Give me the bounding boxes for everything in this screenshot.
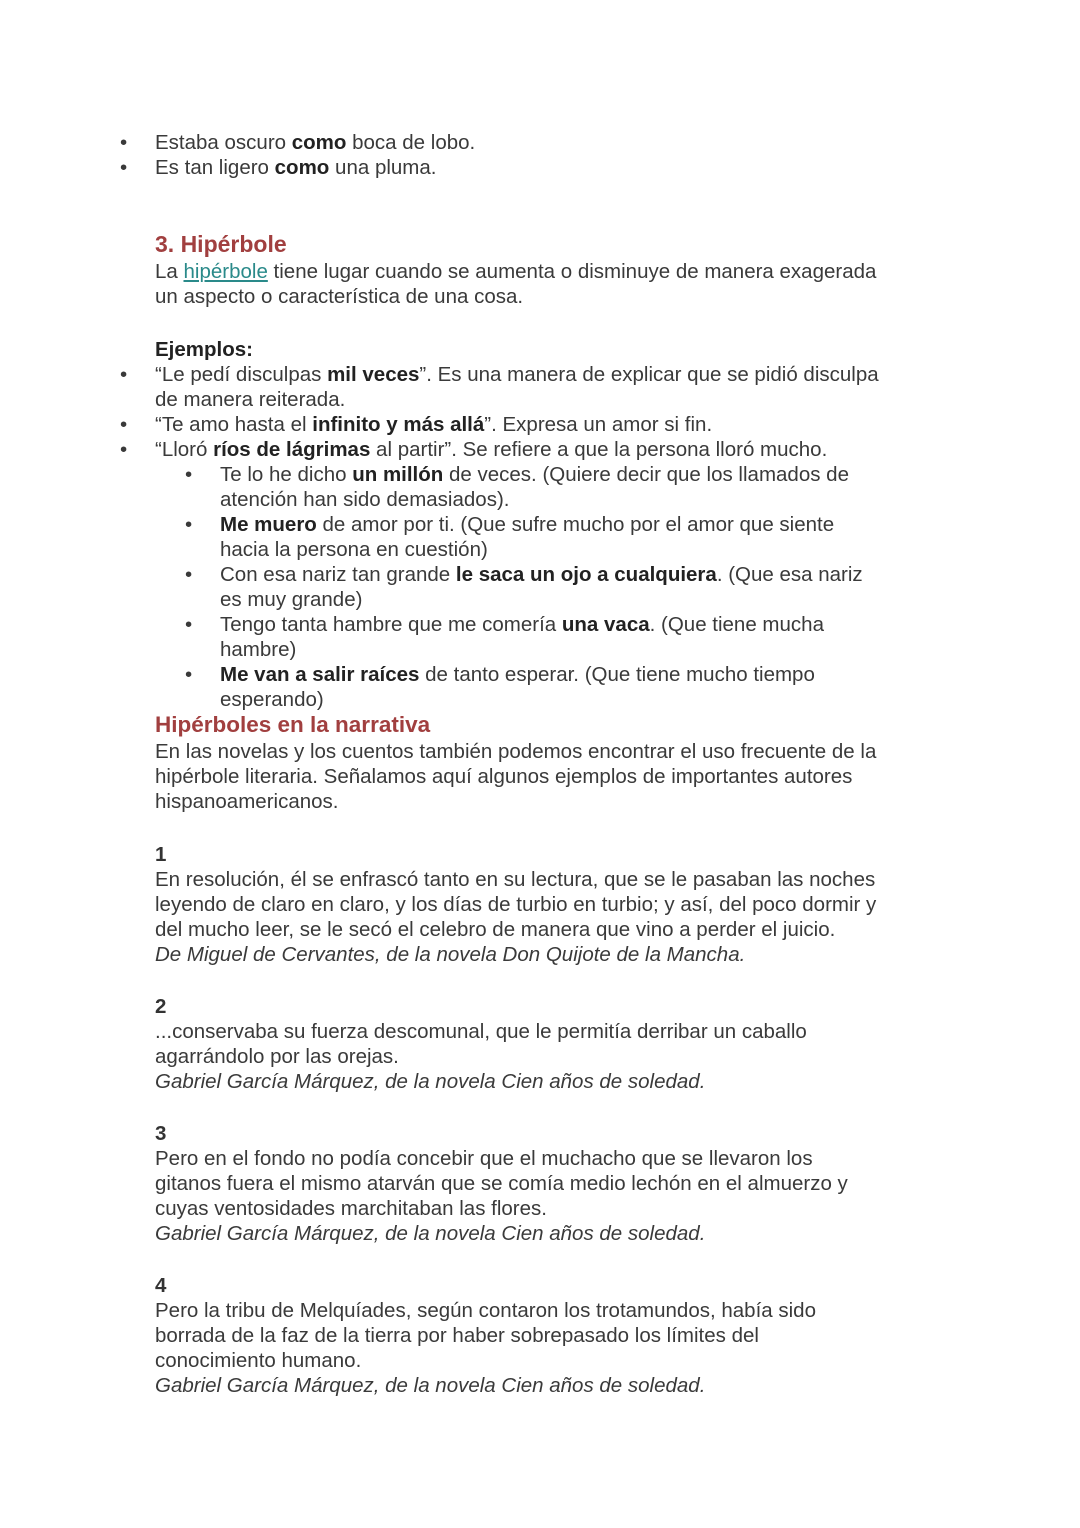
sub-bullet: •: [185, 613, 193, 636]
text: Es tan ligero: [155, 156, 275, 179]
quote-block: 4 Pero la tribu de Melquíades, según contaron los trotamundos, había sido borrada de la faz de la tierra por haber sobrepasado los límites del conocimiento humano. Gabriel García Márquez, de la novela Cien años de soledad.: [155, 1273, 945, 1398]
sub-example-item: Tengo tanta hambre que me comería una vaca. (Que tiene mucha hambre): [220, 613, 824, 661]
text: una pluma.: [329, 156, 437, 179]
bullet: •: [120, 438, 128, 461]
example-item: “Te amo hasta el infinito y más allá”. Expresa un amor si fin.: [155, 413, 713, 436]
bold-text: como: [291, 131, 347, 154]
section-intro: [155, 259, 945, 309]
sub-bullet: •: [185, 513, 193, 536]
text: La: [155, 260, 184, 283]
sub-example-item: Con esa nariz tan grande le saca un ojo a cualquiera. (Que esa nariz es muy grande): [220, 563, 863, 611]
text: un aspecto o característica de una cosa.: [155, 285, 524, 308]
example-item: “Lloró ríos de lágrimas al partir”. Se refiere a que la persona lloró mucho.: [155, 438, 828, 461]
narrative-intro: En las novelas y los cuentos también podemos encontrar el uso frecuente de la hipérbole literaria. Señalamos aquí algunos ejemplos de importantes autores hispanoamericanos.: [155, 740, 877, 813]
sub-example-item: Me van a salir raíces de tanto esperar. (Que tiene mucho tiempo esperando): [220, 663, 815, 711]
sub-example-item: Me muero de amor por ti. (Que sufre mucho por el amor que siente hacia la persona en cuestión): [220, 513, 835, 561]
quote-block: 2 ...conservaba su fuerza descomunal, que le permitía derribar un caballo agarrándolo por las orejas. Gabriel García Márquez, de la novela Cien años de soledad.: [155, 994, 945, 1094]
quote-number: 4: [155, 1274, 167, 1297]
quote-source: Gabriel García Márquez, de la novela Cien años de soledad.: [155, 1374, 706, 1397]
bullet: •: [120, 413, 128, 436]
examples-label: Ejemplos:: [155, 338, 253, 361]
text: boca de lobo.: [346, 131, 476, 154]
quote-block: 1 En resolución, él se enfrascó tanto en su lectura, que se le pasaban las noches leyendo de claro en claro, y los días de turbio en turbio; y así, del poco dormir y del mucho leer, se le secó el celebro de manera que vino a perder el juicio. De Miguel de Cervantes, de la novela Don Quijote de la Mancha.: [155, 842, 945, 967]
narrative-heading: Hipérboles en la narrativa: [155, 712, 431, 737]
bold-text: como: [274, 156, 330, 179]
bullet: •: [120, 156, 128, 179]
example-item: “Le pedí disculpas mil veces”. Es una manera de explicar que se pidió disculpa de manera reiterada.: [155, 363, 879, 411]
quote-number: 2: [155, 995, 167, 1018]
hiperbole-link[interactable]: hipérbole: [183, 260, 268, 283]
sub-bullet: •: [185, 463, 193, 486]
simile-example-1: [155, 130, 945, 155]
quote-source: Gabriel García Márquez, de la novela Cien años de soledad.: [155, 1070, 706, 1093]
quote-source: De Miguel de Cervantes, de la novela Don Quijote de la Mancha.: [155, 943, 746, 966]
quote-number: 3: [155, 1122, 167, 1145]
section-heading: 3. Hipérbole: [155, 231, 287, 257]
sub-bullet: •: [185, 663, 193, 686]
quote-block: 3 Pero en el fondo no podía concebir que el muchacho que se llevaron los gitanos fuera el mismo atarván que se comía medio lechón en el almuerzo y cuyas ventosidades marchitaban las flores. Gabriel García Márquez, de la novela Cien años de soledad.: [155, 1121, 945, 1246]
quote-source: Gabriel García Márquez, de la novela Cien años de soledad.: [155, 1222, 706, 1245]
sub-example-item: Te lo he dicho un millón de veces. (Quiere decir que los llamados de atención han sido demasiados).: [220, 463, 849, 511]
bullet: •: [120, 363, 128, 386]
quote-number: 1: [155, 843, 167, 866]
sub-bullet: •: [185, 563, 193, 586]
simile-example-2: [155, 155, 945, 180]
bullet: •: [120, 131, 128, 154]
text: tiene lugar cuando se aumenta o disminuye de manera exagerada: [267, 260, 877, 283]
text: Estaba oscuro: [155, 131, 292, 154]
